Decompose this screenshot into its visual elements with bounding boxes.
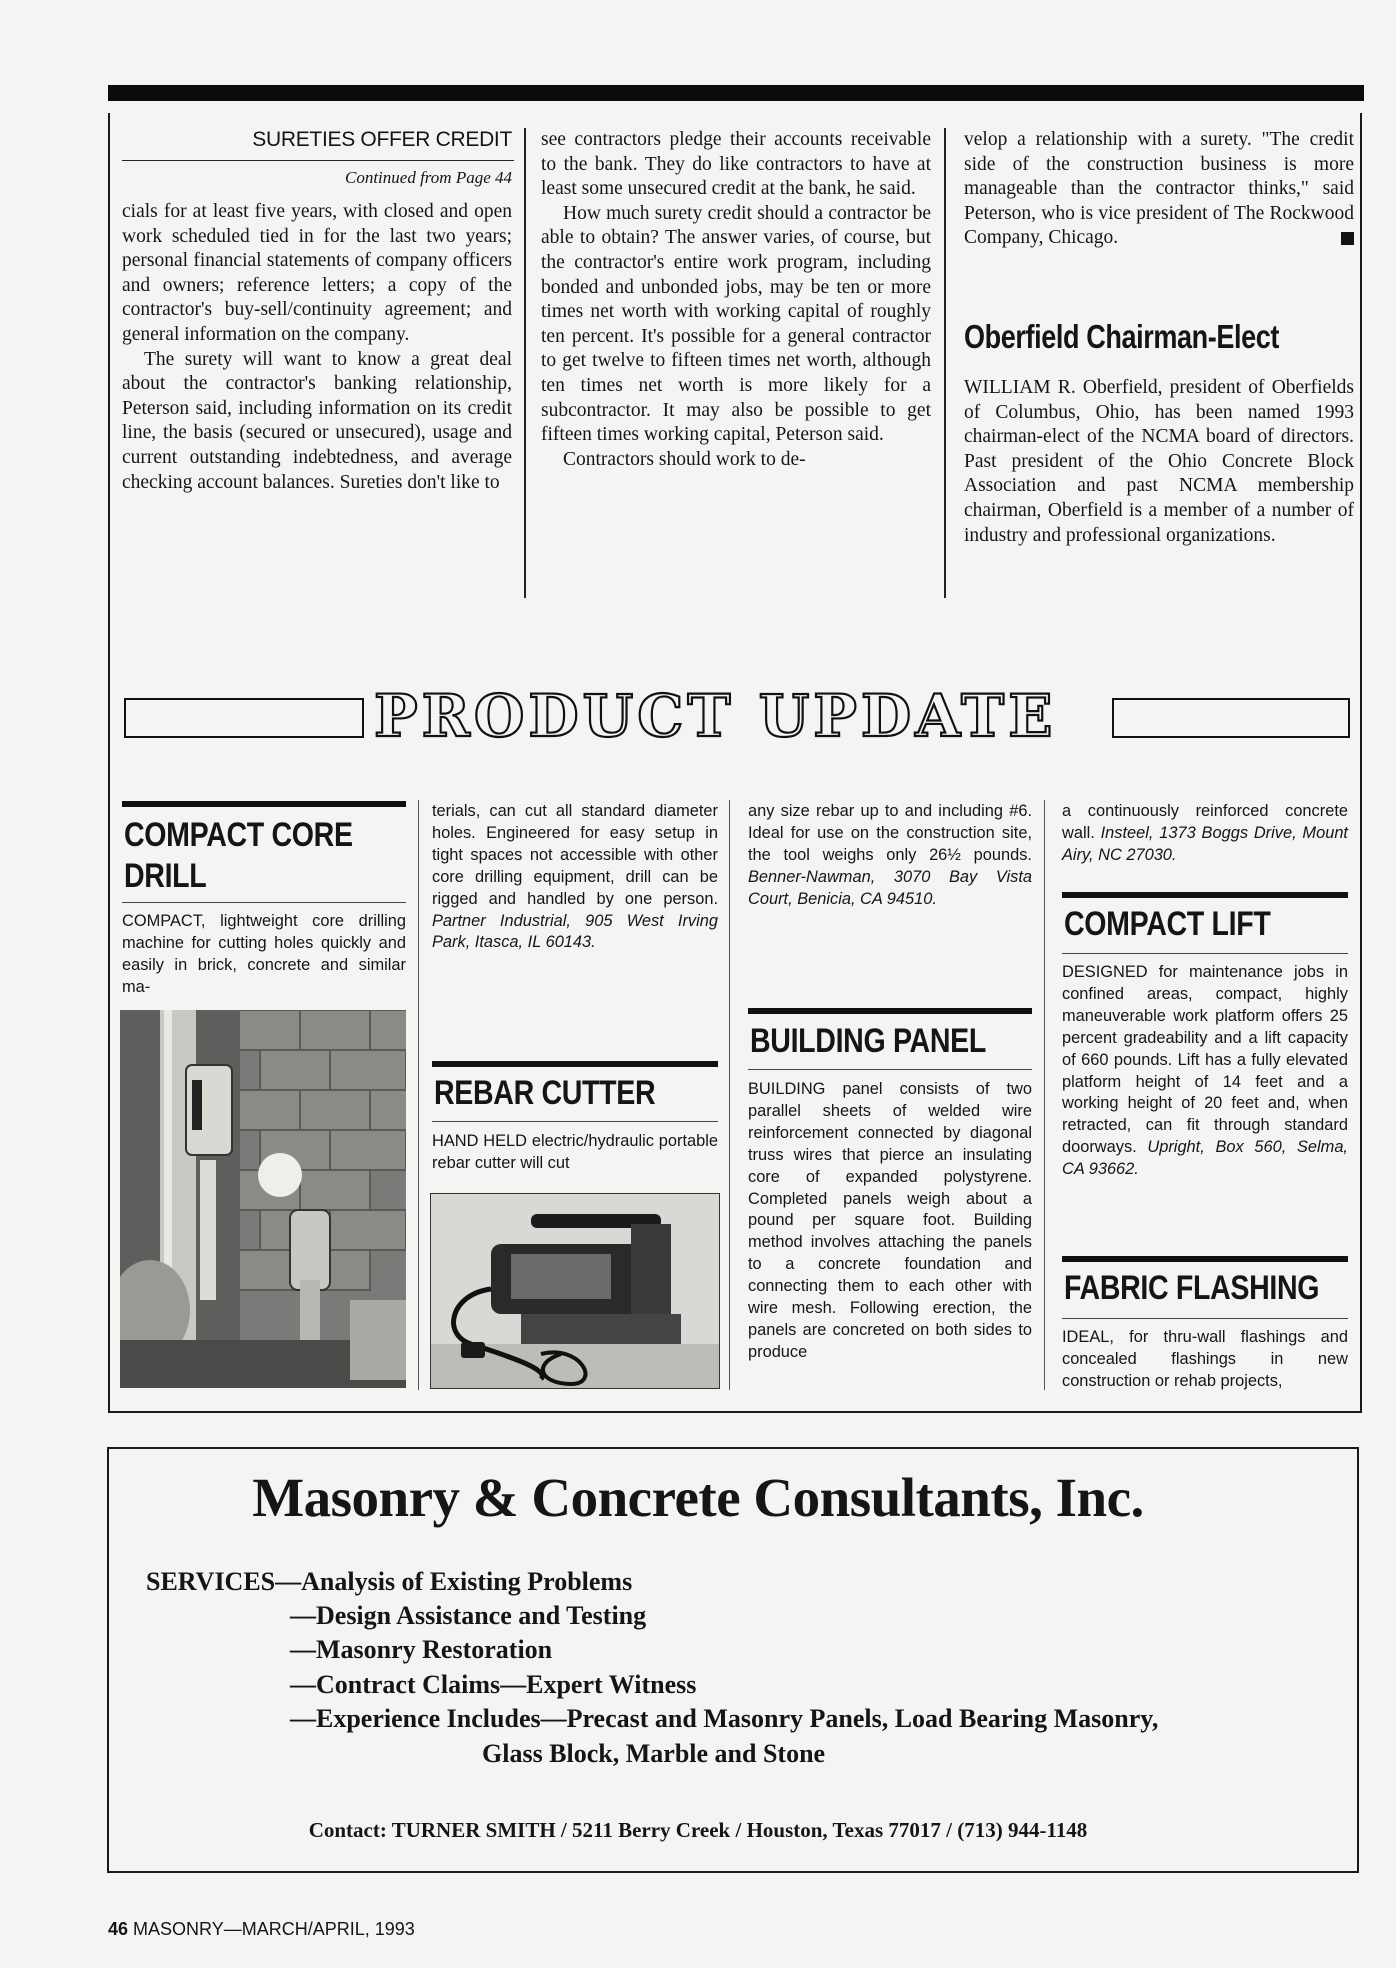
product-thin-rule	[748, 1069, 1032, 1070]
product-title-core-drill: COMPACT CORE DRILL	[124, 816, 353, 895]
product-thin-rule	[1062, 953, 1348, 954]
article-column-3	[964, 128, 1354, 251]
product-body-core-drill: COMPACT, lightweight core drilling machine for cutting holes quickly and easily in brick, concrete and similar ma-	[122, 912, 406, 996]
column-divider	[944, 128, 946, 598]
top-rule	[108, 85, 1364, 101]
article-paragraph: How much surety credit should a contractor be able to obtain? The answer varies, of course, but the contractor's entire work program, including bonded and unbonded jobs, may be ten or more times net worth with working capital of roughly ten percent. It's possible for a general contractor to get twelve to fifteen times net worth, although ten times net worth is more likely for a subcontractor. It may also be possible to get fifteen times working capital, Peterson said.	[541, 202, 931, 446]
article-paragraph: velop a relationship with a surety. "The credit side of the construction business is more manageable than the contractor thinks," said Peterson, who is vice president of The Rockwood Company, Chicago.	[964, 129, 1354, 249]
article-column-2	[541, 128, 931, 472]
product-title-rebar-cutter: REBAR CUTTER	[434, 1074, 656, 1112]
rebar-cutter-photo	[430, 1193, 720, 1389]
publication-line: MASONRY—MARCH/APRIL, 1993	[133, 1919, 415, 1939]
product-body-rebar-cutter-cont: any size rebar up to and including #6. Ideal for use on the construction site, the tool weighs only 26½ pounds. Benner-Nawman, 3070 Bay Vista Court, Benicia, CA 94510.	[748, 802, 1032, 908]
page-number: 46	[108, 1919, 129, 1939]
rebar-cutter-illustration	[431, 1194, 719, 1388]
news-body: WILLIAM R. Oberfield, president of Oberfields of Columbus, Ohio, has been named 1993 chairman-elect of the NCMA board of directors. Past president of the Ohio Concrete Block Association and past NCMA membership chairman, Oberfield is a member of a number of industry and professional organizations.	[964, 377, 1354, 546]
product-thin-rule	[432, 1121, 718, 1122]
ad-title: Masonry & Concrete Consultants, Inc.	[252, 1467, 1144, 1528]
news-headline: Oberfield Chairman-Elect	[964, 318, 1279, 355]
article-kicker: SURETIES OFFER CREDIT	[252, 128, 512, 151]
column-divider	[418, 800, 419, 1390]
ad-service-line: —Design Assistance and Testing	[290, 1601, 647, 1630]
core-drill-illustration	[120, 1010, 406, 1388]
ad-service-line-cont: Glass Block, Marble and Stone	[482, 1739, 826, 1768]
product-body-compact-lift: DESIGNED for maintenance jobs in confined areas, compact, highly maneuverable work platform offers 25 percent gradeability and a lift capacity of 660 pounds. Lift has a fully elevated platform height of 14 feet and a working height of 20 feet and, when retracted, can fit through standard doorways. Upright, Box 560, Selma, CA 93662.	[1062, 963, 1348, 1179]
kicker-rule	[122, 160, 514, 161]
article-paragraph: Contractors should work to de-	[563, 448, 806, 470]
section-title: PRODUCT UPDATE	[374, 682, 1057, 750]
ad-service-line: —Masonry Restoration	[290, 1635, 553, 1664]
product-source-core-drill: Partner Industrial, 905 West Irving Park, Itasca, IL 60143.	[432, 911, 718, 952]
product-title-compact-lift: COMPACT LIFT	[1064, 905, 1271, 943]
banner-box-left	[124, 698, 364, 738]
article-paragraph: The surety will want to know a great deal about the contractor's banking relationship, Peterson said, including information on its credit line, the basis (secured or unsecured), usage and current outstanding indebtedness, and average checking account balances. Sureties don't like to	[122, 348, 512, 493]
ad-contact: Contact: TURNER SMITH / 5211 Berry Creek / Houston, Texas 77017 / (713) 944-1148	[308, 1818, 1088, 1842]
banner-box-right	[1112, 698, 1350, 738]
product-thin-rule	[1062, 1318, 1348, 1319]
end-mark-icon	[1341, 232, 1354, 245]
product-title-building-panel: BUILDING PANEL	[750, 1022, 986, 1060]
ad-service-line: —Experience Includes—Precast and Masonry Panels, Load Bearing Masonry,	[290, 1704, 1159, 1733]
product-rule	[432, 1061, 718, 1067]
product-rule	[122, 801, 406, 807]
product-body-rebar-cutter: HAND HELD electric/hydraulic portable rebar cutter will cut	[432, 1132, 718, 1172]
product-body-core-drill-cont: terials, can cut all standard diameter holes. Engineered for easy setup in tight spaces not accessible with other core drilling equipment, drill can be rigged and handled by one person. Partner Industrial, 905 West Irving Park, Itasca, IL 60143.	[432, 802, 718, 952]
column-divider	[524, 128, 526, 598]
ad-services: SERVICES—Analysis of Existing Problems	[146, 1567, 633, 1596]
product-thin-rule	[122, 902, 406, 903]
product-body-fabric-flashing: IDEAL, for thru-wall flashings and concealed flashings in new construction or rehab projects,	[1062, 1328, 1348, 1390]
product-title-fabric-flashing: FABRIC FLASHING	[1064, 1269, 1320, 1307]
ad-service-line: —Contract Claims—Expert Witness	[290, 1670, 697, 1699]
core-drill-photo	[120, 1010, 406, 1388]
column-divider	[729, 800, 730, 1390]
product-body-building-panel: BUILDING panel consists of two parallel sheets of welded wire reinforcement connected by diagonal truss wires that pierce an insulating core of expanded polystyrene. Completed panels weigh about a pound per square foot. Building method involves attaching the panels to a concrete foundation and connecting them to each other with wire mesh. Following erection, the panels are concreted on both sides to produce	[748, 1080, 1032, 1361]
product-rule	[748, 1008, 1032, 1014]
page-folio	[108, 1919, 415, 1940]
product-rule	[1062, 1256, 1348, 1262]
product-body-building-panel-cont: a continuously reinforced concrete wall. Insteel, 1373 Boggs Drive, Mount Airy, NC 27030.	[1062, 802, 1348, 864]
article-paragraph: see contractors pledge their accounts receivable to the bank. They do like contractors to have at least some unsecured credit at the bank, he said.	[541, 129, 931, 200]
product-source-compact-lift: Upright, Box 560, Selma, CA 93662.	[1062, 1138, 1348, 1179]
article-paragraph: cials for at least five years, with closed and open work scheduled tied in for the last two years; personal financial statements of company officers and owners; reference letters; a copy of the contractor's buy-sell/continuity agreement; and general information on the company.	[122, 201, 512, 345]
product-source-rebar-cutter: Benner-Nawman, 3070 Bay Vista Court, Benicia, CA 94510.	[748, 867, 1032, 908]
product-rule	[1062, 892, 1348, 898]
column-divider	[1044, 800, 1045, 1390]
article-column-1	[122, 200, 512, 495]
continued-from: Continued from Page 44	[345, 168, 512, 187]
product-source-building-panel: Insteel, 1373 Boggs Drive, Mount Airy, NC 27030.	[1062, 823, 1348, 864]
